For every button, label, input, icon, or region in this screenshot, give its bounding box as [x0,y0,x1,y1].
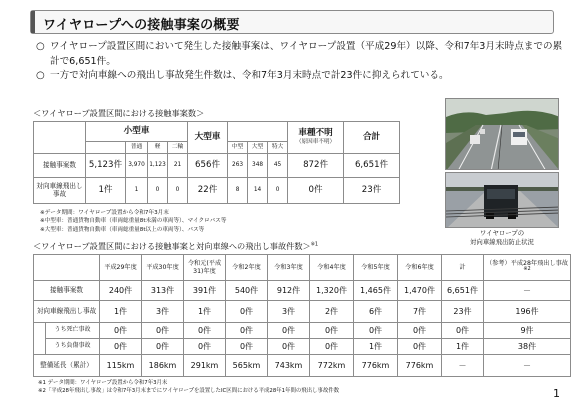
cell-small-total: 5,123件 [86,154,126,178]
table-row [34,178,400,204]
table1-corner [34,122,86,154]
cell-value: 0件 [142,323,184,339]
cell-value: 0件 [184,323,226,339]
page-number: 1 [553,387,560,400]
table-header-row [34,255,571,281]
truck-illustration [446,173,559,228]
cell-value: 0件 [268,339,310,355]
cell-motorcycle: 0 [168,178,188,204]
cell-value: 0件 [142,339,184,355]
year-header: 令和元(平成31)年度 [184,255,226,281]
cell-unknown: 0件 [288,178,344,204]
cell-value: 1,465件 [354,281,398,301]
cell-large-total: 22件 [188,178,228,204]
circle-bullet-icon: ○ [36,41,45,52]
year-header: 平成29年度 [100,255,142,281]
year-header: 令和6年度 [398,255,442,281]
cell-value: 391件 [184,281,226,301]
cell-value: 6件 [354,301,398,323]
table2-section-title: ＜ワイヤロープ設置区間における接触事案と対向車線への飛出し事故件数＞ [33,241,311,251]
large-car-header-spacer [228,122,288,142]
cell-reference: 38件 [484,339,571,355]
cell-value: 0件 [184,339,226,355]
bullet-text: 一方で対向車線への飛出し事故発生件数は、令和7年3月末時点で計23件に抑えられている。 [50,70,449,81]
cell-regular: 3,970 [126,154,148,178]
cell-motorcycle: 21 [168,154,188,178]
note-line: ※データ期間：ワイヤロープ設置から令和7年3月末 [40,210,169,216]
unknown-header [288,122,344,154]
sub-header-large: 大型 [248,142,268,154]
cell-value: 540件 [226,281,268,301]
table2-section-note: ※1 [310,241,319,248]
reference-header [484,255,571,281]
cell-extra-large: 45 [268,154,288,178]
unknown-header-label: 車種不明 [298,128,333,139]
year-header: 令和4年度 [310,255,354,281]
cell-medium: 263 [228,154,248,178]
caption-line: 対向車線飛出防止状況 [470,238,534,246]
cell-total: － [442,355,484,377]
total-header: 計 [442,255,484,281]
note-line: ※大型車：普通貨物自動車（車両総重量8t以上の車両等）、バス等 [40,226,205,233]
cell-value: 186km [142,355,184,377]
cell-total: 23件 [344,178,400,204]
table-row [34,339,571,355]
cell-value: 743km [268,355,310,377]
sub-header-kei: 軽 [148,142,168,154]
cell-total: 23件 [442,301,484,323]
cell-large: 348 [248,154,268,178]
cell-small-total: 1件 [86,178,126,204]
caption-line: ワイヤロープの [479,229,525,237]
cell-medium: 8 [228,178,248,204]
cell-unknown: 872件 [288,154,344,178]
cell-value: 3件 [268,301,310,323]
cell-value: 7件 [398,301,442,323]
row-label: 接触事案数 [34,281,100,301]
cell-value: 912件 [268,281,310,301]
row-label: 対向車線飛出し事故 [34,178,86,204]
cell-value: 0件 [310,323,354,339]
unknown-header-sub: （原因車不明） [295,139,336,146]
cell-regular: 1 [126,178,148,204]
table1-notes [40,209,226,234]
photo-caption [445,229,559,247]
cell-value: 0件 [310,339,354,355]
table2-corner [34,255,100,281]
cell-reference: － [484,355,571,377]
cell-value: 1,320件 [310,281,354,301]
cell-total: 6,651件 [442,281,484,301]
small-car-header: 小型車 [86,122,188,142]
row-label: 対向車線飛出し事故 [34,301,100,323]
cell-value: 1,470件 [398,281,442,301]
cell-reference: － [484,281,571,301]
table-row [34,154,400,178]
yearly-incidents-table [33,254,571,377]
summary-bullets [36,40,566,84]
small-car-sub-blank [86,142,126,154]
cell-value: 1件 [184,301,226,323]
sub-header-medium: 中型 [228,142,248,154]
cell-total: 6,651件 [344,154,400,178]
table-row [34,281,571,301]
cell-value: 0件 [226,339,268,355]
highway-illustration [446,99,559,170]
year-header: 令和5年度 [354,255,398,281]
cell-value: 313件 [142,281,184,301]
cell-kei: 0 [148,178,168,204]
row-label: うち死亡事故 [46,323,100,339]
cell-value: 0件 [100,339,142,355]
table-row [34,355,571,377]
note-line: ※1 データ期間：ワイヤロープ設置から令和7年3月末 [38,380,168,386]
year-header: 令和3年度 [268,255,310,281]
indent-spacer [34,323,46,339]
page-title-box [30,10,554,34]
table2-section-label [33,241,318,252]
cell-value: 0件 [268,323,310,339]
table-row [34,301,571,323]
large-car-header: 大型車 [188,122,228,154]
bullet-item [36,69,566,84]
contact-incidents-table [33,121,400,204]
total-header: 合計 [344,122,400,154]
cell-value: 2件 [310,301,354,323]
cell-value: 772km [310,355,354,377]
cell-value: 291km [184,355,226,377]
cell-large-total: 656件 [188,154,228,178]
cell-value: 776km [354,355,398,377]
cell-value: 0件 [100,323,142,339]
cell-value: 115km [100,355,142,377]
cell-value: 1件 [100,301,142,323]
bullet-item [36,40,566,69]
table1-section-label: ＜ワイヤロープ設置区間における接触事案数＞ [33,108,205,118]
cell-large: 14 [248,178,268,204]
table2-notes [38,379,339,395]
cell-value: 565km [226,355,268,377]
sub-header-regular: 普通 [126,142,148,154]
year-header: 平成30年度 [142,255,184,281]
cell-value: 240件 [100,281,142,301]
highway-photo [445,98,559,170]
indent-spacer [34,339,46,355]
table-row [34,323,571,339]
row-label: 接触事案数 [34,154,86,178]
sub-header-motorcycle: 二輪 [168,142,188,154]
sub-header-extra-large: 特大 [268,142,288,154]
year-header: 令和2年度 [226,255,268,281]
cell-value: 0件 [226,323,268,339]
cell-reference: 196件 [484,301,571,323]
truck-photo [445,172,559,228]
cell-value: 0件 [398,339,442,355]
cell-total: 0件 [442,323,484,339]
note-line: ※2「平成28年飛出し事故」は令和7年3月末までにワイヤロープを設置したIC区間における平成28年1年間の飛出し事故件数 [38,388,340,394]
cell-reference: 9件 [484,323,571,339]
circle-bullet-icon: ○ [36,70,45,81]
cell-value: 3件 [142,301,184,323]
page-title: ワイヤロープへの接触事案の概要 [43,18,240,33]
cell-extra-large: 0 [268,178,288,204]
cell-value: 0件 [226,301,268,323]
row-label: うち負傷事故 [46,339,100,355]
reference-header-note: ※2 [523,265,531,272]
bullet-text: ワイヤロープ設置区間において発生した接触事案は、ワイヤロープ設置（平成29年）以降、令和7年3月末時点までの累計で6,651件。 [50,41,563,67]
cell-kei: 1,123 [148,154,168,178]
cell-total: 1件 [442,339,484,355]
reference-header-label: （参考）平成28年飛出し事故 [485,259,569,267]
cell-value: 776km [398,355,442,377]
row-label: 整備延長（累計） [34,355,100,377]
note-line: ※中型車：普通貨物自動車（車両総重量8t未満の車両等）、マイクロバス等 [40,218,227,225]
cell-value: 1件 [354,339,398,355]
cell-value: 0件 [354,323,398,339]
cell-value: 0件 [398,323,442,339]
